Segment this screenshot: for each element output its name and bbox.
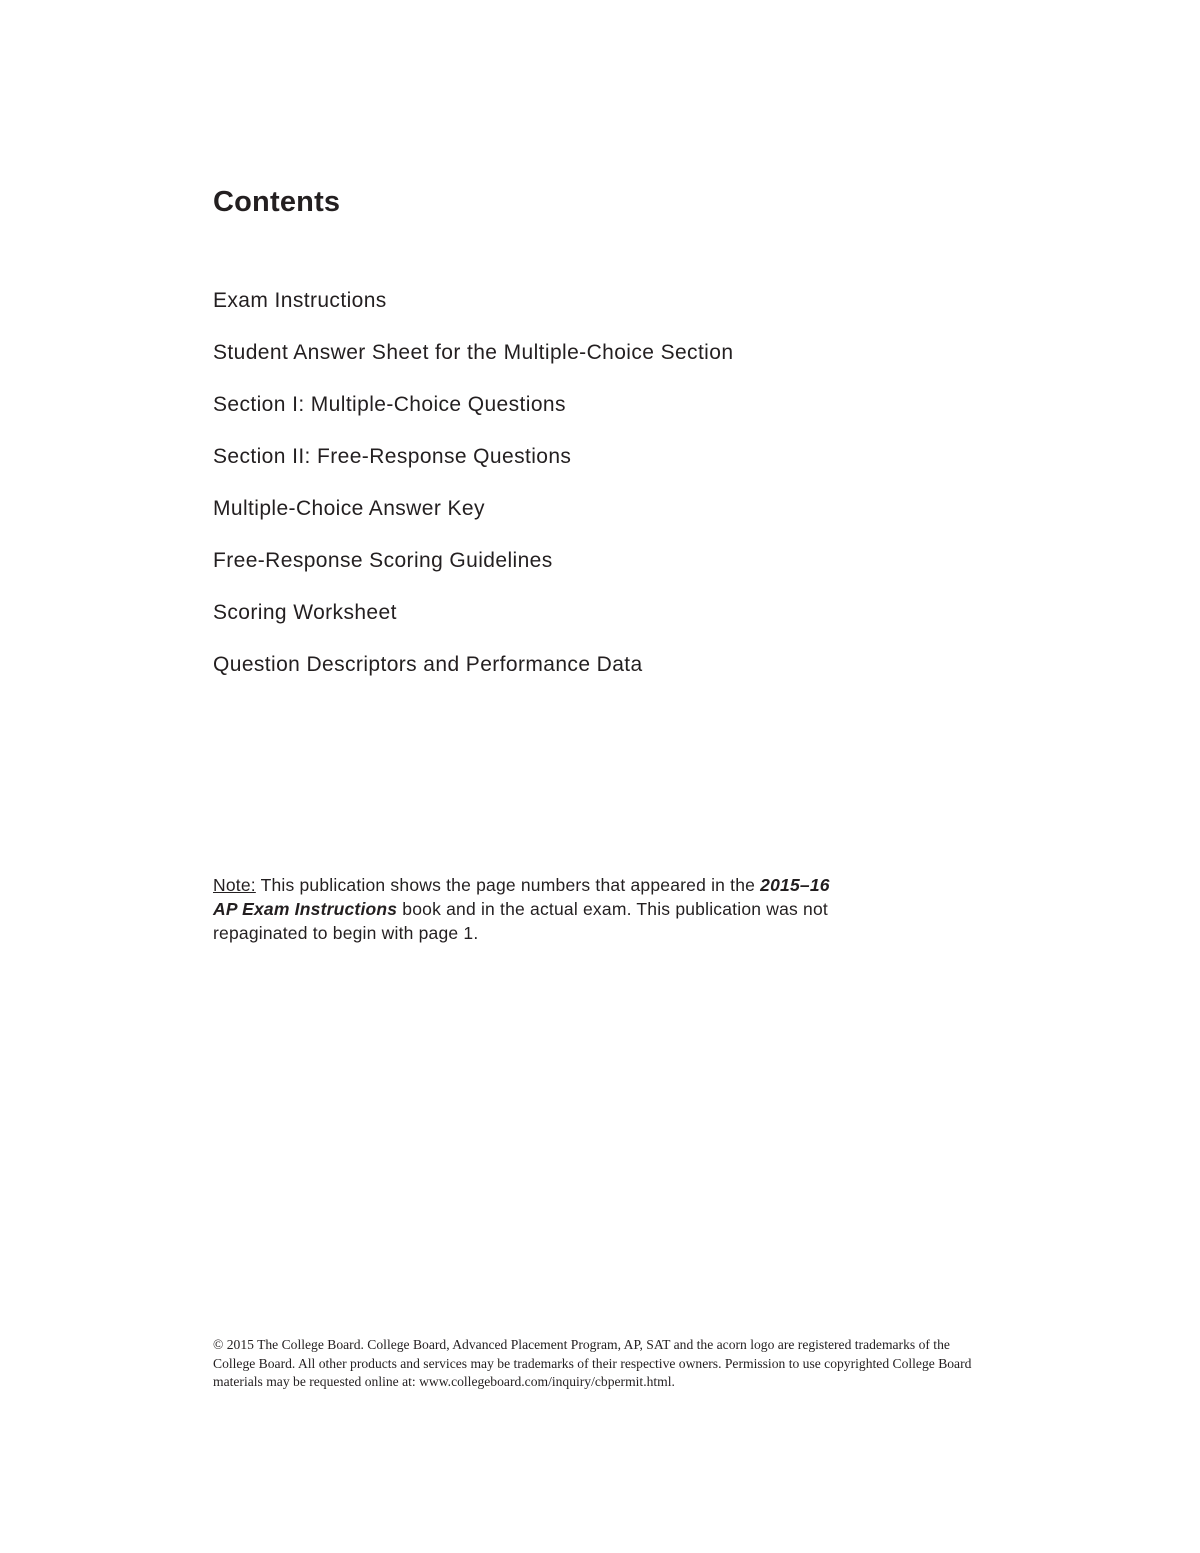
toc-item-question-descriptors: Question Descriptors and Performance Data (213, 653, 643, 676)
table-of-contents (213, 283, 733, 699)
toc-item-section-2: Section II: Free-Response Questions (213, 445, 572, 468)
page-title: Contents (213, 186, 341, 218)
toc-item-exam-instructions: Exam Instructions (213, 289, 387, 312)
note-publication-title: 2015–16 AP Exam Instructions (213, 875, 830, 919)
toc-item-scoring-worksheet: Scoring Worksheet (213, 601, 397, 624)
toc-item-scoring-guidelines: Free-Response Scoring Guidelines (213, 549, 553, 572)
toc-item-section-1: Section I: Multiple-Choice Questions (213, 393, 566, 416)
toc-item-answer-key: Multiple-Choice Answer Key (213, 497, 485, 520)
note-text-before: This publication shows the page numbers that appeared in the (255, 875, 761, 895)
copyright-notice: © 2015 The College Board. College Board, Advanced Placement Program, AP, SAT and the acorn logo are registered trademarks of the College Board. All other products and services may be trademarks of their respective owners. Permission to use copyrighted College Board materials may be requested online at: www.collegeboard.com/inquiry/cbpermit.html. (213, 1337, 972, 1389)
pagination-note (213, 873, 853, 945)
note-text-after: book and in the actual exam. This publication was not repaginated to begin with page 1. (213, 899, 828, 943)
note-label: Note: (213, 875, 256, 895)
toc-item-student-answer-sheet: Student Answer Sheet for the Multiple-Choice Section (213, 341, 734, 364)
